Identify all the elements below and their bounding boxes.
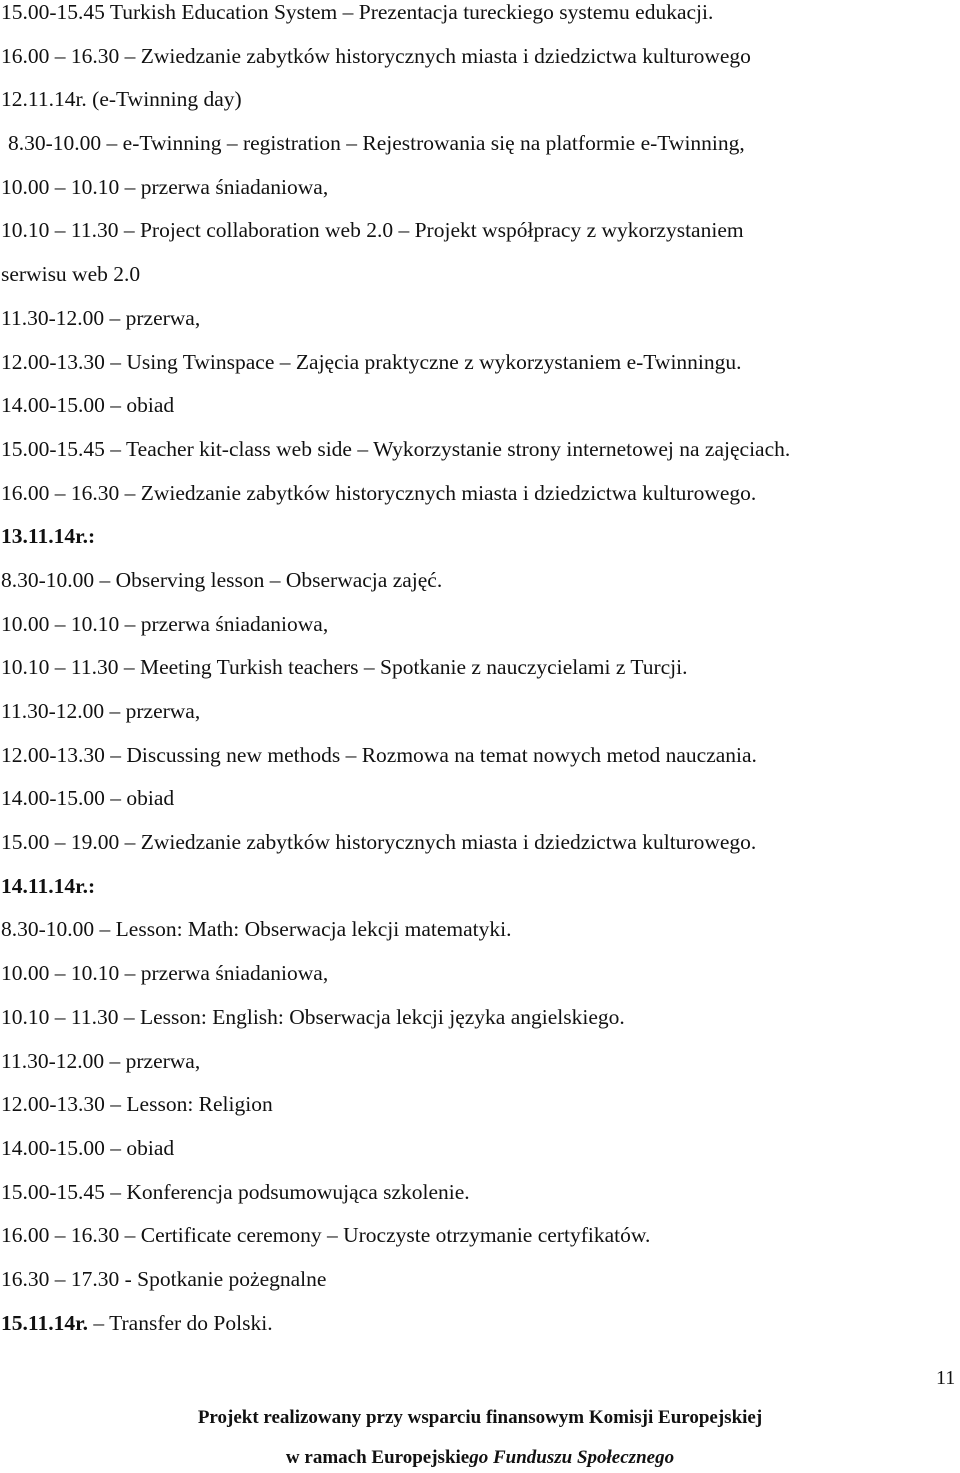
schedule-line-text: 15.00-15.45 – Teacher kit-class web side – Wykorzystanie strony internetowej na zajęciach. [1, 436, 791, 461]
schedule-line-text: 12.00-13.30 – Using Twinspace – Zajęcia praktyczne z wykorzystaniem e-Twinningu. [1, 349, 742, 374]
schedule-line-text: 15.00-15.45 Turkish Education System – Prezentacja tureckiego systemu edukacji. [1, 0, 714, 24]
schedule-line-text: 10.00 – 10.10 – przerwa śniadaniowa, [1, 611, 329, 636]
schedule-line-text: 12.11.14r. (e-Twinning day) [1, 87, 242, 112]
schedule-line-text: 16.00 – 16.30 – Certificate ceremony – Uroczyste otrzymanie certyfikatów. [1, 1223, 651, 1248]
schedule-line [1, 874, 951, 918]
schedule-line-text: 16.30 – 17.30 - Spotkanie pożegnalne [1, 1266, 327, 1291]
schedule-line [1, 393, 951, 437]
schedule-line [1, 655, 951, 699]
schedule-line [1, 437, 951, 481]
schedule-line [1, 743, 951, 787]
schedule-line [1, 262, 951, 306]
schedule-line-text: 12.00-13.30 – Discussing new methods – Rozmowa na temat nowych metod nauczania. [1, 742, 757, 767]
footer-line-1: Projekt realizowany przy wsparciu finansowym Komisji Europejskiej [197, 1407, 763, 1428]
schedule-line [1, 961, 951, 1005]
schedule-line [1, 350, 951, 394]
date-heading: 15.11.14r. [1, 1310, 89, 1335]
schedule-line [1, 699, 951, 743]
schedule-line [1, 175, 951, 219]
schedule-line-text: 10.00 – 10.10 – przerwa śniadaniowa, [1, 174, 329, 199]
schedule-line [1, 87, 951, 131]
schedule-line-text: 11.30-12.00 – przerwa, [1, 699, 201, 723]
schedule-line-text: 8.30-10.00 – Lesson: Math: Obserwacja lekcji matematyki. [1, 917, 512, 942]
schedule-line-text: 16.00 – 16.30 – Zwiedzanie zabytków historycznych miasta i dziedzictwa kulturowego [1, 43, 751, 68]
schedule-line [1, 1005, 951, 1049]
footer-line-2-italic: go Funduszu Społecznego [469, 1447, 675, 1468]
schedule-line-text: 10.10 – 11.30 – Project collaboration web 2.0 – Projekt współpracy z wykorzystaniem [1, 218, 744, 243]
schedule-line-text: 14.00-15.00 – obiad [1, 393, 175, 418]
date-heading: 14.11.14r.: [1, 873, 96, 898]
schedule-line-text: 12.00-13.30 – Lesson: Religion [1, 1092, 273, 1117]
schedule-line [1, 612, 951, 656]
schedule-line-text: 15.00-15.45 – Konferencja podsumowująca szkolenie. [1, 1179, 470, 1204]
schedule-line [1, 0, 951, 44]
schedule-line [1, 131, 951, 175]
schedule-line-text: 11.30-12.00 – przerwa, [1, 305, 201, 330]
footer-line-2 [0, 1446, 960, 1470]
schedule-line [1, 44, 951, 88]
schedule-line [1, 481, 951, 525]
schedule-line-text: 14.00-15.00 – obiad [1, 786, 175, 811]
schedule-line [1, 1180, 951, 1224]
schedule-line [1, 1311, 951, 1355]
schedule-line [1, 568, 951, 612]
schedule-line-text: 16.00 – 16.30 – Zwiedzanie zabytków historycznych miasta i dziedzictwa kulturowego. [1, 480, 757, 505]
schedule-line-text: serwisu web 2.0 [1, 262, 141, 287]
schedule-line [1, 306, 951, 350]
schedule-line-text: 15.00 – 19.00 – Zwiedzanie zabytków historycznych miasta i dziedzictwa kulturowego. [1, 830, 757, 855]
schedule-line [1, 1223, 951, 1267]
schedule-line-rest: – Transfer do Polski. [88, 1310, 273, 1335]
schedule-line-text: 11.30-12.00 – przerwa, [1, 1048, 201, 1073]
schedule-line [1, 830, 951, 874]
date-heading: 13.11.14r.: [1, 524, 96, 549]
schedule-line-text: 10.10 – 11.30 – Lesson: English: Obserwacja lekcji języka angielskiego. [1, 1004, 625, 1029]
schedule-list [1, 0, 951, 1354]
schedule-line [1, 917, 951, 961]
schedule-line [1, 1092, 951, 1136]
page-number: 11 [936, 1367, 956, 1389]
schedule-line [1, 786, 951, 830]
schedule-line [1, 218, 951, 262]
schedule-line [1, 1136, 951, 1180]
footer-line-2-plain: w ramach Europejskie [285, 1447, 470, 1468]
schedule-line-text: 10.10 – 11.30 – Meeting Turkish teachers – Spotkanie z nauczycielami z Turcji. [1, 655, 688, 680]
schedule-line-text: 8.30-10.00 – Observing lesson – Obserwacja zajęć. [1, 567, 443, 592]
schedule-line [1, 524, 951, 568]
schedule-line [1, 1049, 951, 1093]
schedule-line-text: 10.00 – 10.10 – przerwa śniadaniowa, [1, 961, 329, 986]
schedule-line [1, 1267, 951, 1311]
schedule-line-text: 14.00-15.00 – obiad [1, 1135, 175, 1160]
schedule-line-text: 8.30-10.00 – e-Twinning – registration – Rejestrowania się na platformie e-Twinning, [8, 131, 745, 156]
